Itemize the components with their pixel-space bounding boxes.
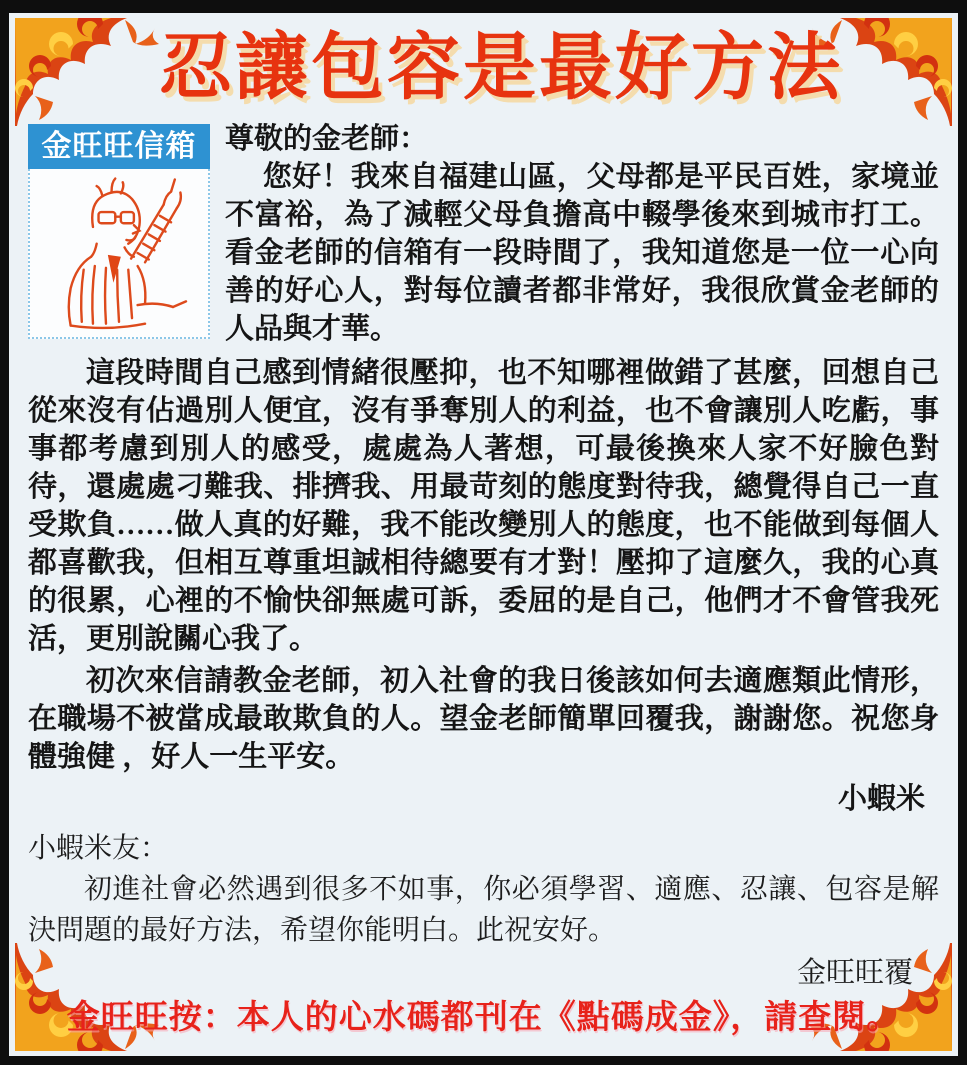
letter-salutation: 尊敬的金老師： <box>225 122 429 155</box>
page-title: 忍讓包容是最好方法 <box>159 27 843 108</box>
mascot-illustration-box <box>28 169 210 339</box>
letter-paragraph-3: 初次來信請教金老師，初入社會的我日後該如何去適應類此情形，在職場不被當成最敢欺負的人。望金老師簡單回覆我，謝謝您。祝您身體強健 ，好人一生平安。 <box>28 664 939 773</box>
column-content <box>9 120 958 994</box>
reply-signature: 金旺旺覆 <box>796 956 913 989</box>
mailbox-logo-label: 金旺旺信箱 <box>28 124 210 169</box>
reply-salutation: 小蝦米友： <box>28 832 169 864</box>
man-pointing-up-icon <box>37 173 201 333</box>
reply-section <box>28 828 939 994</box>
letter-paragraph-2: 這段時間自己感到情緒很壓抑，也不知哪裡做錯了甚麼，回想自己從來沒有佔過別人便宜，沒有爭奪別人的利益，也不會讓別人吃虧，事事都考慮到別人的感受，處處為人著想，可最後換來人家不好臉色對待，還處處刁難我、排擠我、用最苛刻的態度對待我，總覺得自己一直受欺負……做人真的好難，我不能改變別人的態度，也不能做到每個人都喜歡我，但相互尊重坦誠相待總要有才對！壓抑了這麼久，我的心真的很累，心裡的不愉快卻無處可訴，委屈的是自己，他們才不會管我死活，更別說關心我了。 <box>28 356 939 655</box>
corner-flourish-icon <box>14 18 166 130</box>
mailbox-logo <box>28 124 210 339</box>
footer-note: 金旺旺按：本人的心水碼都刊在《點碼成金》，請查閱。 <box>66 1000 901 1036</box>
reply-paragraph: 初進社會必然遇到很多不如事，你必須學習、適應、忍讓、包容是解決問題的最好方法，希望你能明白。此祝安好。 <box>28 873 939 946</box>
letter-signature: 小蝦米 <box>837 782 925 815</box>
letter-paragraph-1: 您好！我來自福建山區，父母都是平民百姓，家境並不富裕，為了減輕父母負擔高中輟學後來到城市打工。看金老師的信箱有一段時間了，我知道您是一位一心向善的好心人，對每位讀者都非常好，我很欣賞金老師的人品與才華。 <box>225 160 939 345</box>
